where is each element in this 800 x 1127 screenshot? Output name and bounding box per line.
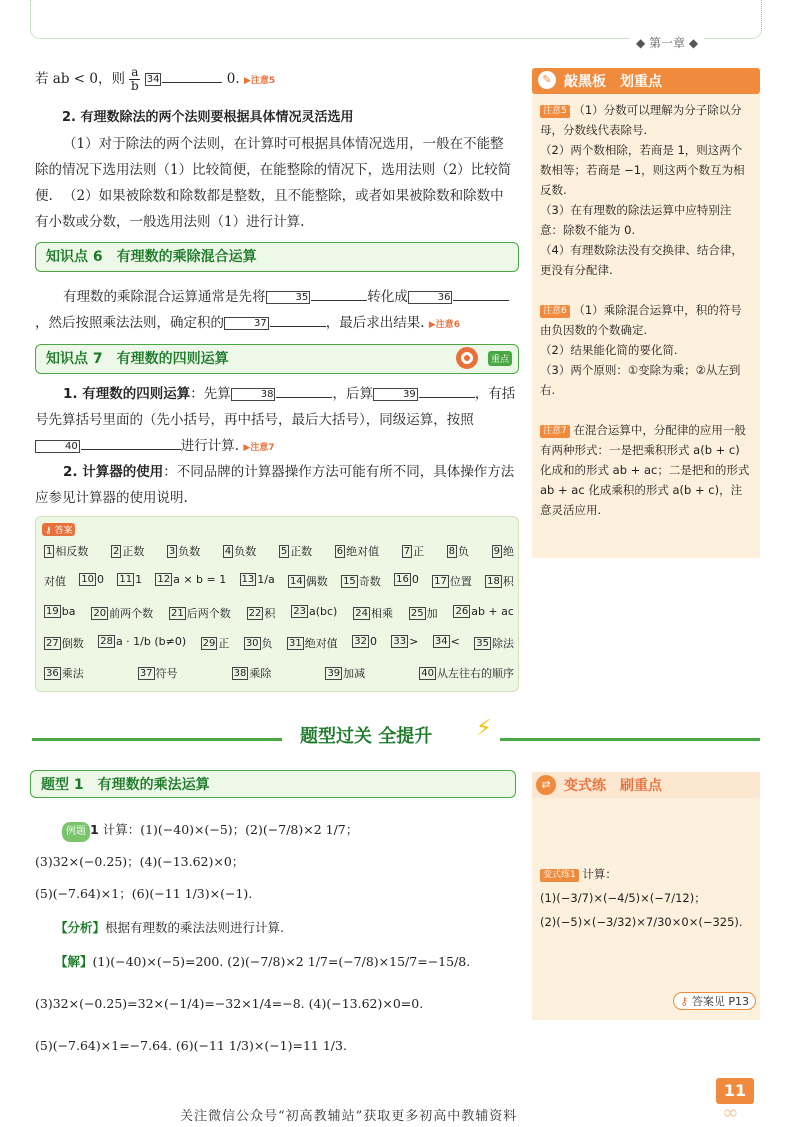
note-ref: ▶注意6 [428,320,461,330]
note5-line: （3）在有理数的除法运算中应特别注意：除数不能为 0. [540,203,732,237]
kp7-body-2 [35,459,517,511]
answer-value: 负 [458,545,470,558]
answer-number: 18 [487,576,500,587]
answer-number: 6 [336,546,344,557]
answer-number: 16 [396,574,409,585]
answer-value: 前两个数 [109,607,154,620]
answer-value: 从左往右的顺序 [436,667,514,680]
answer-value: 正数 [290,545,313,558]
answer-number: 36 [46,668,59,679]
note5-tag [540,105,570,118]
answer-value: > [409,635,419,648]
blank-number: 40 [35,440,80,453]
answer-value: a · 1/b (b≠0) [115,635,187,648]
example-sol-1 [55,952,525,972]
answer-number: 34 [434,636,448,647]
answer-item [447,543,469,559]
answer-number: 15 [343,576,356,587]
answer-item [402,543,424,559]
key-badge: 重点 [488,351,512,366]
answer-value: 乘法 [61,667,84,680]
side-bottom-box [532,772,760,1020]
example-sol-3: (5)(−7.64)×1=−7.64. (6)(−11 1/3)×(−1)=11 1/3. [35,1038,347,1053]
note-tag-text: 注意 [543,426,562,436]
example-tag-text: 例题 [66,826,86,837]
note6-line: （2）结果能化简的要化简. [540,343,678,357]
answer-item [155,573,226,589]
answer-value: 绝对值 [304,637,338,650]
variant-q-text: 计算： [582,867,617,881]
diamond-icon: ◆ [636,36,650,50]
answer-value: 0 [411,573,419,586]
analysis-text: 根据有理数的乘法法则进行计算. [105,920,284,935]
answer-value: 绝 [503,545,514,558]
answers-row [44,573,514,589]
answer-number: 12 [157,574,171,585]
kp6-text-3: ，然后按照乘法法则，确定积的 [35,315,224,331]
answer-item [240,573,275,589]
chapter-text: 第一章 [649,36,686,50]
answer-number: 24 [355,608,368,619]
answer-number: 20 [93,608,107,619]
answer-value: 积 [264,607,276,620]
answer-item [352,635,377,651]
diamond-icon: ◆ [685,36,699,50]
answer-blank [81,449,181,450]
note5-line: （4）有理数除法没有交换律、结合律，更没有分配律. [540,243,743,277]
example-q1 [62,820,522,842]
kp7-l2-title: 2. 计算器的使用 [63,464,164,480]
answer-item [485,573,514,589]
answer-blank [419,397,475,398]
answer-number: 8 [448,546,456,557]
footer-note: 关注微信公众号“初高教辅站”获取更多初高中教辅资料 [180,1109,518,1124]
kp7-l2-text: ：不同品牌的计算器操作方法可能有所不同，具体操作方法应参见计算器的使用说明. [35,464,515,506]
answer-value: 位置 [449,575,472,588]
blank-number: 35 [266,291,311,304]
kp7-l1-title: 1. 有理数的四则运算 [63,386,191,402]
example-q3: (5)(−7.64)×1；(6)(−11 1/3)×(−1). [35,886,253,901]
chalkboard-icon: ✎ [538,71,556,89]
answer-item [244,635,273,651]
answers-label [42,523,75,536]
answer-blank [453,300,509,301]
variant-tag-text: 变式练 [543,870,571,880]
answer-item [492,543,514,559]
variant-tag-no: 1 [570,870,576,880]
answer-value: 积 [502,575,514,588]
answer-item [167,543,200,559]
answer-number: 33 [393,636,407,647]
answer-value: 偶数 [305,575,328,588]
section2-p2: （2）如果被除数和除数都是整数，且不能整除，或者如果被除数和除数中有小数或分数，一般选用法则（1）进行计算. [35,188,504,230]
answer-number: 17 [434,576,447,587]
answer-item [223,543,256,559]
answer-item [394,573,419,589]
side-top-title: 敲黑板 划重点 [564,74,662,90]
answer-value: 奇数 [358,575,381,588]
top-line-prefix: 若 ab < 0，则 [35,71,125,87]
note-tag-text: 注意 [543,106,562,116]
answer-number: 5 [280,546,288,557]
answer-item [44,635,84,651]
note5-line: （2）两个数相除，若商是 1，则这两个数相等；若商是 −1，则这两个数互为相反数. [540,143,745,197]
kp7-l1-text: 进行计算. [180,438,240,454]
chapter-label [630,34,704,51]
note6-line: （1）乘除混合运算中，积的符号由负因数的个数确定. [540,303,742,337]
answer-item [474,635,514,651]
fraction-a-over-b: $\frac{a}{b}$ [131,65,139,93]
answer-value: 加 [426,607,438,620]
answer-item [91,605,153,621]
answer-number: 14 [290,576,303,587]
answer-value: 0 [369,635,377,648]
example-analysis [55,918,515,938]
kp6-text-2: 转化成 [367,289,408,305]
solution-text-1: (1)(−40)×(−5)=200. (2)(−7/8)×2 1/7=(−7/8)×15/7=−15/8. [92,954,471,969]
answer-item [341,573,381,589]
answer-number: 37 [139,668,153,679]
answer-item [117,573,142,589]
key-icon: ⚷ [45,526,52,536]
answer-item [391,635,418,651]
answers-row [44,635,514,651]
variant-q2: (2)(−5)×(−3/32)×7/30×0×(−325). [540,915,743,929]
answer-value: 乘除 [249,667,272,680]
answer-value: 正数 [122,545,145,558]
answer-value: 加减 [343,667,366,680]
answer-number: 10 [81,574,95,585]
kp7-l1-text: ，有括号先算括号里面的（先小括号，再中括号，最后大括号），同级运算，按照 [35,386,516,428]
answer-blank [270,326,326,327]
answer-value: 符号 [155,667,178,680]
answer-value: 0 [97,573,105,586]
analysis-tag: 【分析】 [55,920,106,935]
answer-item [44,605,75,621]
answer-value: 对值 [44,575,66,588]
answer-value: 后两个数 [186,607,231,620]
example-tag [62,822,90,842]
answer-number: 38 [233,668,247,679]
answer-item [353,605,393,621]
answer-item [44,543,88,559]
answer-item [79,573,104,589]
note6 [532,280,760,400]
answers-row [44,543,514,559]
answer-number: 39 [327,668,341,679]
answer-item [433,635,460,651]
answer-item [111,543,144,559]
answer-item [201,635,230,651]
note6-line: （3）两个原则：①变除为乘；②从左到右. [540,363,741,397]
answer-item [279,543,312,559]
answer-value: 1 [135,573,143,586]
section2-title: 2. 有理数除法的两个法则要根据具体情况灵活选用 [62,110,354,125]
kp7-body-1 [35,381,517,461]
answer-value: ab + ac [471,605,514,618]
answer-number: 32 [354,636,367,647]
answer-value: 相反数 [55,545,89,558]
answer-item [287,635,338,651]
example-q1-text: 计算：(1)(−40)×(−5)；(2)(−7/8)×2 1/7； [102,822,359,837]
note7-line: 在混合运算中，分配律的应用一般有两种形式：一是把乘积形式 a(b + c) 化成和的形式 ab + ac；二是把和的形式 ab + ac 化成乘积的形式 a(b + c)，注意灵活应用. [540,423,750,517]
answer-item [419,665,514,681]
example-sol-2: (3)32×(−0.25)=32×(−1/4)=−32×1/4=−8. (4)(−13.62)×0=0. [35,996,424,1011]
answer-item [169,605,231,621]
answer-number: 22 [248,608,262,619]
answer-item [138,665,178,681]
key-icon: ⚷ [680,995,689,1008]
answer-value: 负数 [234,545,257,558]
answer-ref-text: 答案见 P13 [691,995,749,1008]
kp7-header [35,344,519,374]
note5-line: （1）分数可以理解为分子除以分母，分数线代表除号. [540,103,742,137]
answer-number: 29 [202,638,216,649]
note5 [532,94,760,280]
variant-tag [540,869,579,882]
note-tag-no: 6 [561,306,567,316]
answer-value: 负数 [178,545,201,558]
answer-item [291,605,337,621]
answer-blank [276,397,332,398]
blank-number: 37 [224,317,269,330]
side-top-box [532,68,760,558]
answer-number: 40 [421,668,434,679]
answer-blank [311,300,367,301]
answer-number: 3 [168,546,176,557]
blank-number: 39 [373,388,418,401]
side-bottom-header [532,772,760,798]
answer-item [453,605,513,621]
answer-number: 1 [46,546,53,557]
note-tag-no: 5 [561,106,567,116]
answer-value: 1/a [257,573,275,586]
kp6-text-4: ，最后求出结果. [325,315,425,331]
kp6-text-1: 有理数的乘除混合运算通常是先将 [63,289,266,305]
answers-row [44,605,514,621]
kp7-l1-text: ，后算 [332,386,373,402]
kp6-title: 知识点 6 有理数的乘除混合运算 [46,249,257,265]
answer-number: 2 [112,546,120,557]
answer-item [98,635,186,651]
answer-number: 13 [241,574,255,585]
top-line-suffix: 0. [226,71,240,87]
target-icon [456,347,478,369]
answer-value: a × b = 1 [173,573,227,586]
banner-line-left [32,738,282,741]
kp7-l1-text: ：先算 [190,386,231,402]
answers-box [35,516,519,692]
side-bottom-title: 变式练 刷重点 [564,778,662,794]
kp6-header [35,242,519,272]
blank-number: 34 [146,74,160,85]
answer-number: 31 [289,638,302,649]
note-ref: ▶注意7 [243,443,275,453]
answer-number: 23 [293,606,306,617]
note-ref: ▶注意5 [243,76,276,86]
blank-number: 36 [408,291,453,304]
answer-value: a(bc) [308,605,338,618]
answer-item [325,665,365,681]
side-top-header [532,68,760,94]
answer-item [409,605,438,621]
answers-label-text: 答案 [54,526,73,536]
answer-value: 正 [218,637,230,650]
note6-tag [540,305,570,318]
answer-item [335,543,379,559]
answer-value: 正 [413,545,425,558]
answer-number: 25 [410,608,424,619]
answer-item [232,665,272,681]
answers-row [44,665,514,681]
answer-item [44,573,66,589]
answer-blank [162,82,222,83]
kp7-title: 知识点 7 有理数的四则运算 [46,351,229,367]
answer-item [288,573,328,589]
note-tag-no: 7 [561,426,567,436]
answer-number: 19 [46,606,59,617]
answer-number: 30 [245,638,259,649]
answer-item [247,605,276,621]
answer-number: 27 [46,638,59,649]
example-no: 1 [90,822,99,837]
answer-value: 绝对值 [346,545,380,558]
answer-number: 4 [224,546,232,557]
note-tag-text: 注意 [543,306,562,316]
answer-number: 21 [170,608,184,619]
variant-q1: (1)(−3/7)×(−4/5)×(−7/12)； [540,891,706,905]
answer-number: 35 [476,638,489,649]
answer-number: 9 [493,546,500,557]
note7 [532,400,760,520]
answer-value: 倒数 [61,637,84,650]
banner-line-right [500,738,760,741]
answer-number: 7 [403,546,411,557]
example-q2: (3)32×(−0.25)；(4)(−13.62)×0； [35,854,245,869]
answer-value: < [450,635,460,648]
swap-icon: ⇄ [536,775,556,795]
note7-tag [540,425,570,438]
tixing-header [30,770,516,798]
answer-value: 负 [261,637,273,650]
answer-number: 11 [119,574,133,585]
answer-number: 26 [455,606,469,617]
tixing-title: 题型 1 有理数的乘法运算 [41,777,210,793]
answer-item [44,665,84,681]
blank-number: 38 [231,388,276,401]
section2-p1: （1）对于除法的两个法则，在计算时可根据具体情况选用，一般在不能整除的情况下选用法则（1）比较简便，在能整除的情况下，选用法则（2）比较简便. [35,136,512,204]
answer-value: 除法 [492,637,514,650]
answer-value: ba [61,605,76,618]
page-number: 11 [716,1078,754,1104]
variant-q [532,798,760,934]
lightning-icon: ⚡ [476,716,492,741]
answer-number: 28 [100,636,113,647]
answer-item [432,573,472,589]
infinity-icon: ∞ [722,1100,739,1124]
solution-tag: 【解】 [55,954,93,969]
kp6-body [35,284,517,338]
answer-value: 相乘 [370,607,393,620]
banner-title: 题型过关 全提升 [300,726,433,747]
top-line [35,66,515,94]
answer-ref-button[interactable] [673,992,756,1010]
